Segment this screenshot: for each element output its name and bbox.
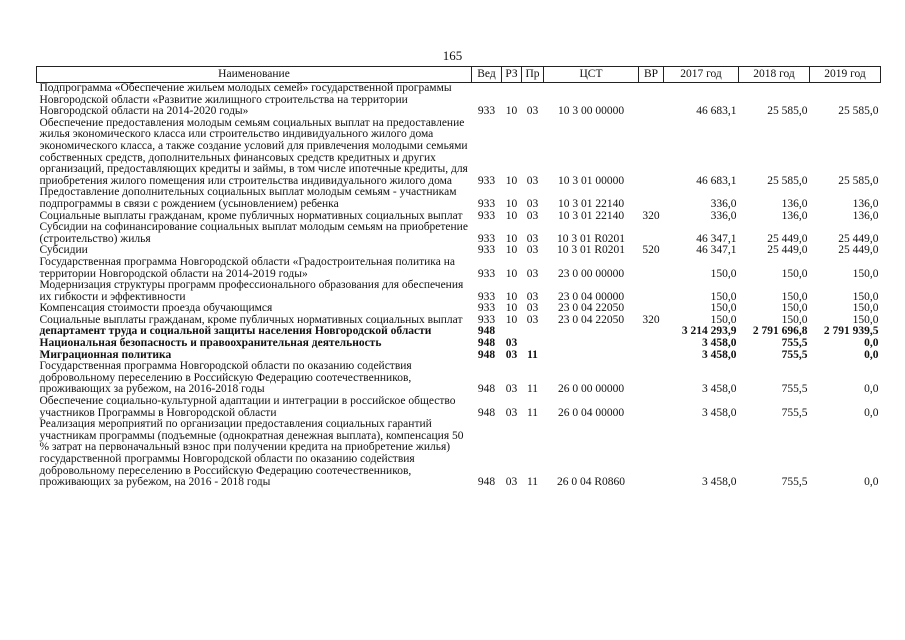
row-rz: 10	[505, 244, 518, 257]
row-vr: 320	[642, 313, 660, 326]
table-row	[37, 187, 881, 210]
row-ved: 933	[477, 105, 496, 118]
header-ved: Вед	[472, 67, 502, 83]
row-2019: 0,0	[864, 476, 879, 489]
budget-table	[36, 66, 881, 489]
row-ved: 933	[477, 244, 496, 257]
row-pr	[522, 338, 544, 350]
row-name: Субсидии	[39, 244, 88, 257]
row-rz: 10	[505, 313, 518, 326]
row-pr: 03	[526, 209, 539, 222]
row-cst: 23 0 04 22050	[557, 302, 625, 315]
row-name: Реализация мероприятий по организации предоставления социальных гарантий участникам программы (подъемные (однократная денежная выплата), компенсация 50 % затрат на первоначальный взнос при получении кредита на приобретение жилья) государственной программы Новгородской области по оказанию содействия добровольному переселению в Российскую Федерацию соотечественников, проживающих за рубежом, на 2016 - 2018 годы	[39, 418, 464, 489]
row-2019: 150,0	[852, 290, 879, 303]
row-2019: 136,0	[852, 209, 879, 222]
row-pr: 03	[526, 197, 539, 210]
row-ved: 933	[477, 232, 496, 245]
row-2017: 46 347,1	[696, 244, 737, 257]
row-2017: 46 683,1	[696, 174, 737, 187]
row-name: Предоставление дополнительных социальных выплат молодым семьям - участникам подпрограммы в связи с рождением (усыновлением) ребенка	[39, 186, 457, 210]
row-2017: 3 458,0	[702, 348, 737, 361]
row-2018: 2 791 696,8	[752, 325, 808, 338]
row-vr	[639, 257, 664, 280]
row-rz: 10	[505, 197, 518, 210]
row-pr: 03	[526, 267, 539, 280]
row-name: Миграционная политика	[39, 348, 172, 361]
row-2017: 150,0	[710, 313, 737, 326]
row-2018: 25 449,0	[767, 232, 808, 245]
table-row	[37, 222, 881, 245]
header-name: Наименование	[37, 67, 472, 83]
row-cst: 23 0 04 00000	[557, 290, 625, 303]
row-vr	[639, 338, 664, 350]
row-2019: 150,0	[852, 302, 879, 315]
row-2019: 25 585,0	[838, 174, 879, 187]
row-cst	[544, 338, 639, 350]
row-cst: 10 3 01 22140	[557, 209, 625, 222]
row-pr: 03	[526, 313, 539, 326]
row-cst	[544, 326, 639, 338]
table-row	[37, 257, 881, 280]
row-2019: 0,0	[864, 383, 879, 396]
header-2017: 2017 год	[664, 67, 739, 83]
row-pr: 11	[526, 383, 539, 396]
row-cst: 23 0 04 22050	[557, 313, 625, 326]
row-cst: 10 3 01 22140	[557, 197, 625, 210]
row-2019: 25 585,0	[838, 105, 879, 118]
row-rz: 10	[505, 174, 518, 187]
row-name: Модернизация структуры программ профессионального образования для обеспечения их гибкости и эффективности	[39, 279, 464, 303]
row-name: Государственная программа Новгородской области по оказанию содействия добровольному переселению в Российскую Федерацию соотечественников, проживающих за рубежом, на 2016-2018 годы	[39, 360, 412, 396]
row-name: Социальные выплаты гражданам, кроме публичных нормативных социальных выплат	[39, 209, 463, 222]
row-vr	[639, 222, 664, 245]
row-2018: 150,0	[781, 267, 808, 280]
row-2018: 755,5	[781, 476, 808, 489]
row-2017: 3 458,0	[702, 337, 737, 350]
row-pr: 03	[526, 290, 539, 303]
row-rz: 10	[505, 290, 518, 303]
row-2019: 0,0	[864, 406, 879, 419]
row-rz: 10	[505, 105, 518, 118]
table-row	[37, 118, 881, 188]
table-row	[37, 396, 881, 419]
row-2017: 150,0	[710, 267, 737, 280]
header-rz: РЗ	[502, 67, 522, 83]
page-number: 165	[442, 48, 463, 63]
row-2018: 25 449,0	[767, 244, 808, 257]
row-ved: 933	[477, 313, 496, 326]
row-2017: 3 458,0	[702, 383, 737, 396]
row-pr: 11	[526, 406, 539, 419]
row-pr: 03	[526, 232, 539, 245]
row-cst: 26 0 04 R0860	[556, 476, 626, 489]
row-name: Обеспечение предоставления молодым семьям социальных выплат на предоставление жилья экономического класса или строительство индивидуального жилого дома экономического класса, а также создание условий для привлечения молодыми семьями собственных средств, дополнительных финансовых средств кредитных и других организаций, предоставляющих кредиты и займы, в том числе ипотечные кредиты, для приобретения жилого помещения или строительства индивидуального жилого дома	[39, 116, 468, 187]
row-vr: 520	[642, 244, 660, 257]
row-rz: 10	[505, 267, 518, 280]
row-2017: 336,0	[710, 209, 737, 222]
row-ved: 933	[477, 174, 496, 187]
row-ved: 948	[477, 348, 496, 361]
row-ved: 933	[477, 302, 496, 315]
row-2019: 25 449,0	[838, 244, 879, 257]
row-name: Социальные выплаты гражданам, кроме публичных нормативных социальных выплат	[39, 313, 463, 326]
row-2019: 136,0	[852, 197, 879, 210]
table-row	[37, 361, 881, 396]
row-rz: 03	[505, 406, 518, 419]
row-2017: 150,0	[710, 302, 737, 315]
row-2018: 150,0	[781, 302, 808, 315]
row-2019: 25 449,0	[838, 232, 879, 245]
row-ved: 933	[477, 267, 496, 280]
table-header-row	[37, 67, 881, 83]
row-2018: 136,0	[781, 197, 808, 210]
row-ved: 948	[477, 383, 496, 396]
row-ved: 948	[477, 406, 496, 419]
row-name: Государственная программа Новгородской области «Градостроительная политика на территории Новгородской области на 2014-2019 годы»	[39, 255, 455, 280]
row-vr	[639, 396, 664, 419]
row-rz: 10	[505, 209, 518, 222]
header-pr: Пр	[522, 67, 544, 83]
row-ved: 948	[477, 476, 496, 489]
row-cst: 23 0 00 00000	[557, 267, 625, 280]
row-ved: 948	[477, 337, 496, 350]
row-vr	[639, 83, 664, 118]
row-name: Компенсация стоимости проезда обучающимся	[39, 302, 273, 315]
row-cst: 10 3 00 00000	[557, 105, 625, 118]
row-2018: 755,5	[781, 383, 808, 396]
row-pr: 03	[526, 244, 539, 257]
row-name: департамент труда и социальной защиты населения Новгородской области	[39, 325, 432, 338]
row-2018: 136,0	[781, 209, 808, 222]
row-2019: 150,0	[852, 267, 879, 280]
row-rz: 03	[505, 348, 518, 361]
row-cst: 10 3 01 R0201	[556, 232, 626, 245]
table-row	[37, 280, 881, 303]
row-ved: 933	[477, 290, 496, 303]
row-2018: 755,5	[781, 348, 808, 361]
row-2017: 3 458,0	[702, 476, 737, 489]
row-rz: 10	[505, 302, 518, 315]
row-2017: 3 214 293,9	[681, 325, 737, 338]
row-2017: 150,0	[710, 290, 737, 303]
row-2018: 755,5	[781, 406, 808, 419]
row-name: Субсидии на софинансирование социальных выплат молодым семьям на приобретение (строительство) жилья	[39, 221, 468, 245]
row-name: Обеспечение социально-культурной адаптации и интеграции в российское общество участников Программы в Новгородской области	[39, 395, 456, 419]
row-2018: 150,0	[781, 313, 808, 326]
row-2018: 25 585,0	[767, 105, 808, 118]
row-cst	[544, 350, 639, 362]
table-body	[37, 83, 881, 489]
row-vr	[639, 118, 664, 188]
row-pr: 11	[526, 476, 539, 489]
row-ved: 933	[477, 209, 496, 222]
row-cst: 10 3 01 00000	[557, 174, 625, 187]
table-row	[37, 83, 881, 118]
row-rz: 03	[505, 476, 518, 489]
row-2017: 336,0	[710, 197, 737, 210]
row-ved: 933	[477, 197, 496, 210]
table-row	[37, 419, 881, 489]
row-cst: 26 0 04 00000	[557, 406, 625, 419]
header-2018: 2018 год	[739, 67, 810, 83]
row-pr	[522, 326, 544, 338]
row-vr	[639, 280, 664, 303]
row-vr	[639, 419, 664, 489]
row-pr: 11	[527, 348, 538, 361]
row-pr: 03	[526, 302, 539, 315]
row-2017: 46 683,1	[696, 105, 737, 118]
row-rz: 03	[505, 337, 518, 350]
row-rz: 03	[505, 383, 518, 396]
row-vr: 320	[642, 209, 660, 222]
header-vr: ВР	[639, 67, 664, 83]
row-2019: 150,0	[852, 313, 879, 326]
row-name: Национальная безопасность и правоохранительная деятельность	[39, 337, 382, 350]
row-ved: 948	[477, 325, 496, 338]
row-2017: 46 347,1	[696, 232, 737, 245]
row-pr: 03	[526, 174, 539, 187]
row-vr	[639, 361, 664, 396]
row-2017: 3 458,0	[702, 406, 737, 419]
row-cst: 26 0 00 00000	[557, 383, 625, 396]
row-2018: 25 585,0	[767, 174, 808, 187]
row-2018: 755,5	[781, 337, 808, 350]
row-cst: 10 3 01 R0201	[556, 244, 626, 257]
row-rz: 10	[505, 232, 518, 245]
row-name: Подпрограмма «Обеспечение жильем молодых семей» государственной программы Новгородской области «Развитие жилищного строительства на территории Новгородской области на 2014-2020 годы»	[39, 82, 452, 118]
row-pr: 03	[526, 105, 539, 118]
row-vr	[639, 187, 664, 210]
header-cst: ЦСТ	[544, 67, 639, 83]
header-2019: 2019 год	[810, 67, 881, 83]
table-row	[37, 338, 881, 350]
row-2019: 0,0	[864, 348, 879, 361]
row-2019: 0,0	[864, 337, 879, 350]
row-2019: 2 791 939,5	[823, 325, 879, 338]
row-vr	[639, 326, 664, 338]
row-2018: 150,0	[781, 290, 808, 303]
row-vr	[639, 350, 664, 362]
